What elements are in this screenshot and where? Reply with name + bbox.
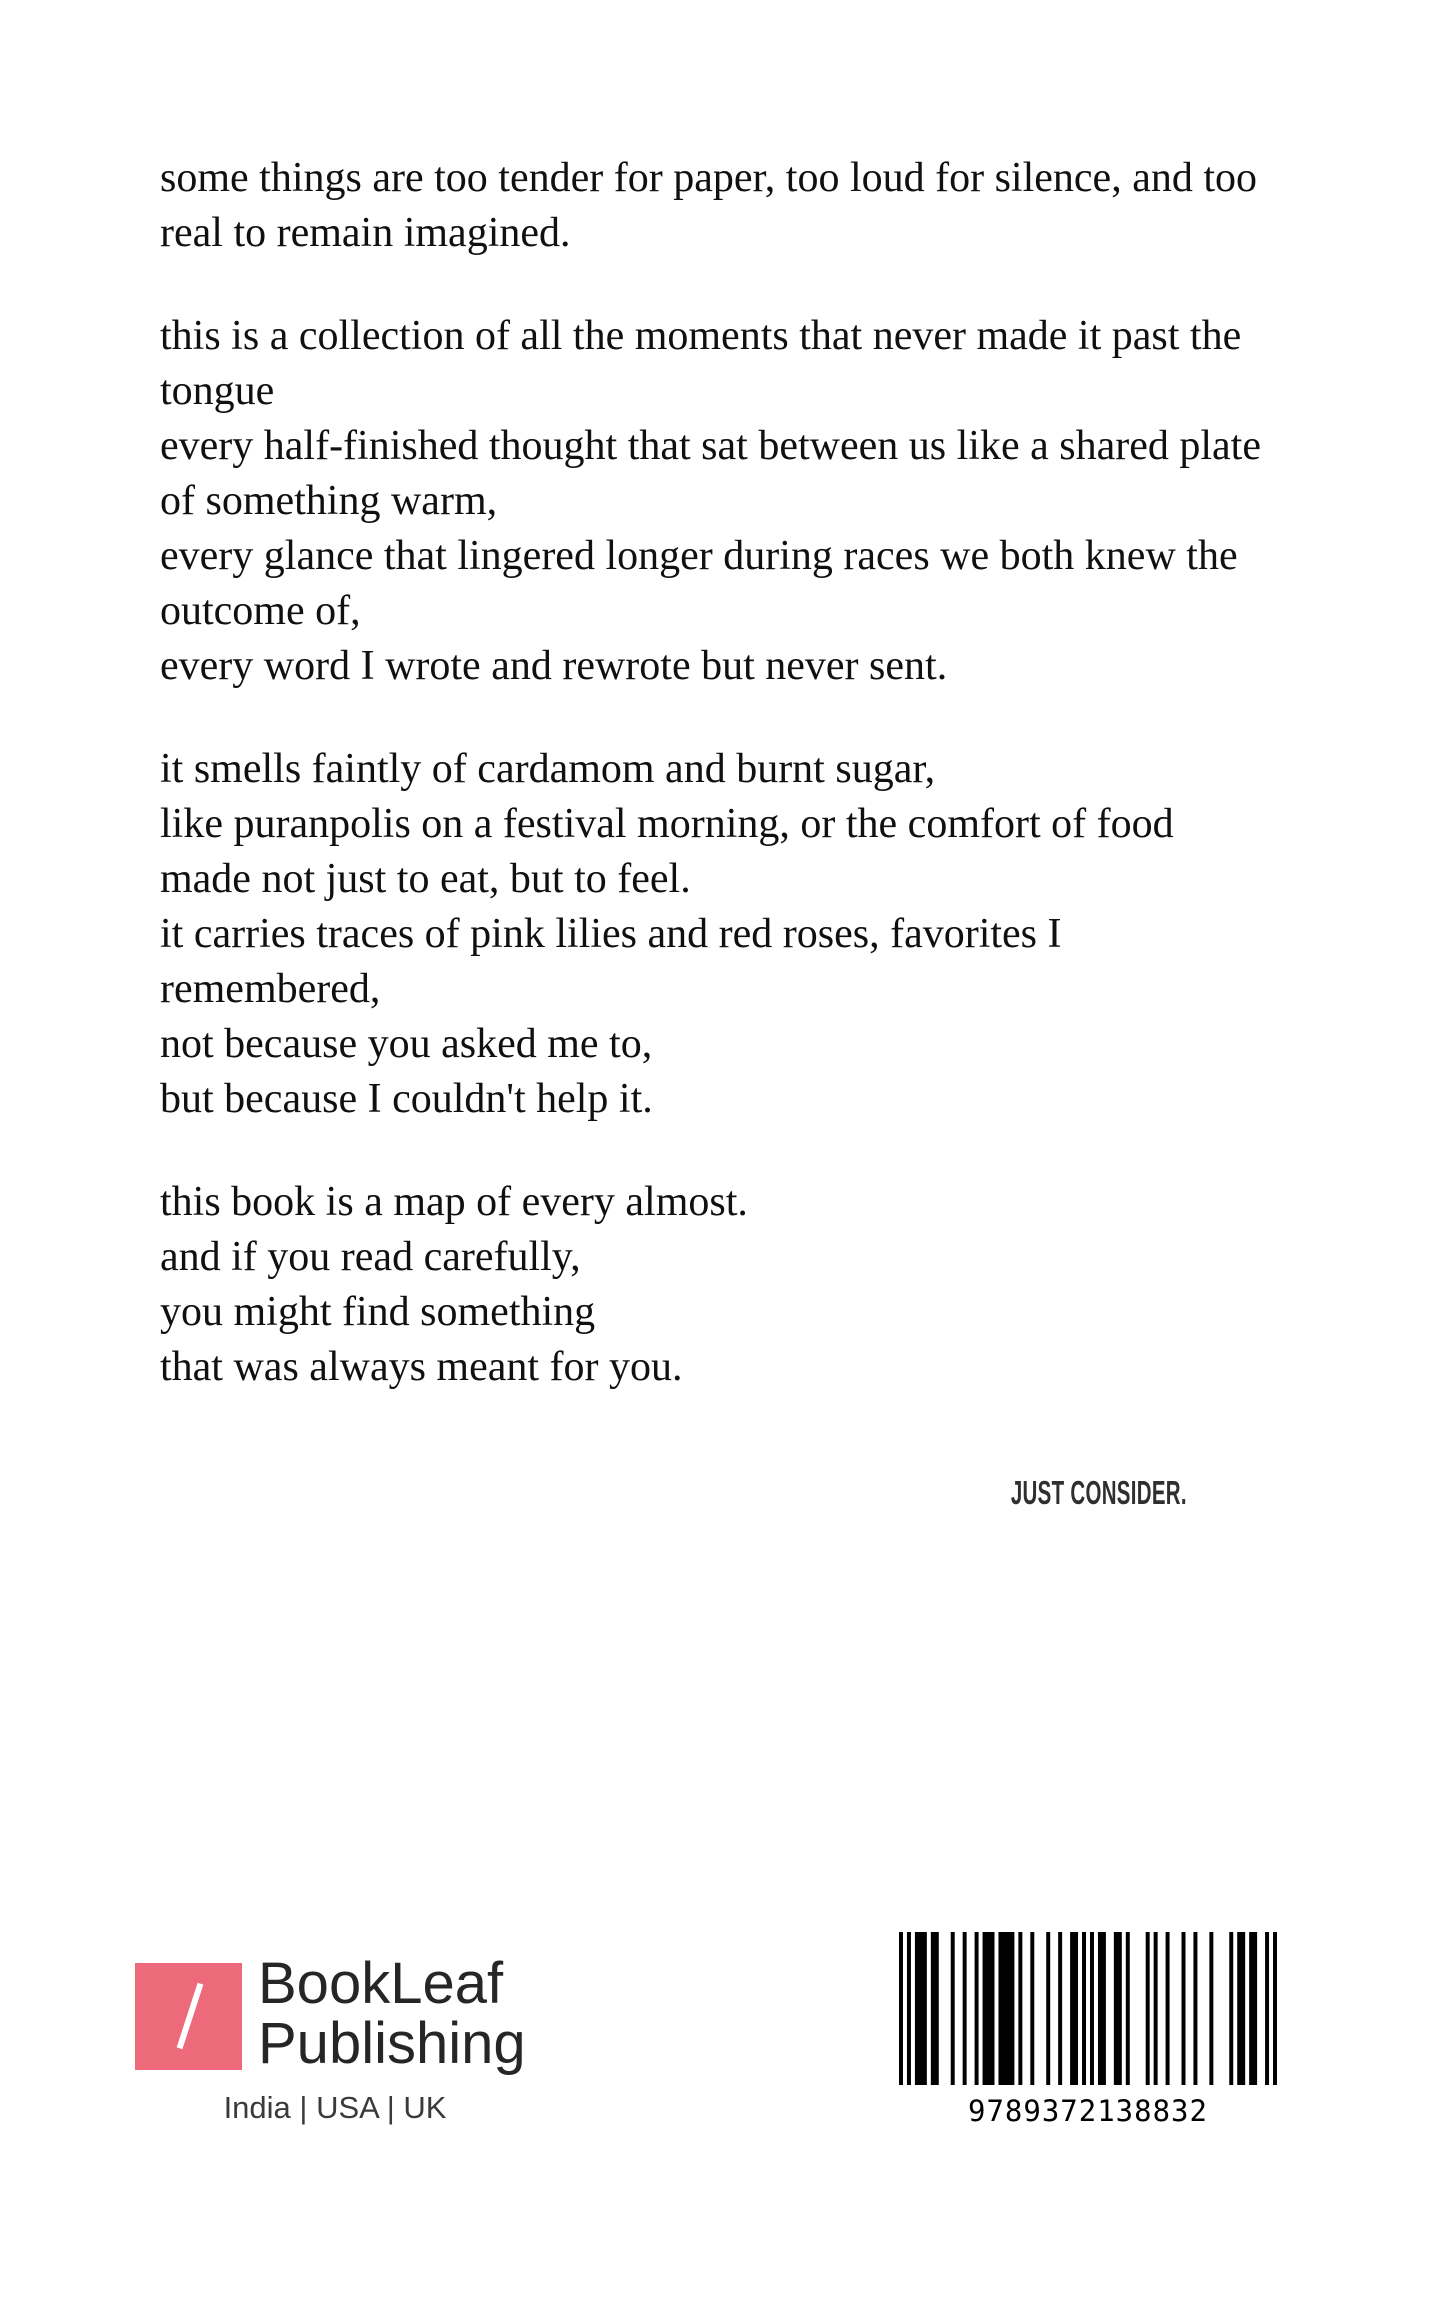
poem-paragraph [160,1175,1320,1395]
poem-line: outcome of, [160,588,361,634]
poem-line: some things are too tender for paper, too loud for silence, and too [160,155,1258,201]
publisher-name [258,1951,526,2076]
poem-paragraph [160,151,1320,261]
poem-line: not because you asked me to, [160,1021,653,1067]
poem-line: every glance that lingered longer during races we both knew the [160,533,1238,579]
brand-mark: JUST CONSIDER. [1010,1474,1187,1511]
poem-line: but because I couldn't help it. [160,1076,653,1122]
poem-line: and if you read carefully, [160,1234,581,1280]
poem-line: remembered, [160,966,381,1012]
publisher-name-line2: Publishing [258,2011,526,2076]
publisher-regions: India | USA | UK [223,2090,447,2125]
poem-paragraph [160,742,1320,1127]
poem-line: made not just to eat, but to feel. [160,856,691,902]
barcode [899,1932,1277,2128]
poem-line: this book is a map of every almost. [160,1179,748,1225]
barcode-svg [899,1932,1277,2085]
poem-line: every word I wrote and rewrote but never sent. [160,643,948,689]
poem-line: like puranpolis on a festival morning, or the comfort of food [160,801,1174,847]
poem-line: it smells faintly of cardamom and burnt sugar, [160,746,936,792]
poem-line: it carries traces of pink lilies and red roses, favorites I [160,911,1062,957]
poem-line: this is a collection of all the moments that never made it past the [160,313,1242,359]
poem-line: every half-finished thought that sat between us like a shared plate [160,423,1261,469]
publisher-logo-icon [135,1963,242,2070]
poem-paragraph [160,309,1320,694]
publisher-name-line1: BookLeaf [258,1951,504,2016]
poem-line: tongue [160,368,275,414]
poem-line: of something warm, [160,478,498,524]
isbn-number: 9789372138832 [968,2094,1208,2128]
back-cover-text [160,151,1320,1395]
poem-line: that was always meant for you. [160,1344,683,1390]
poem-line: you might find something [160,1289,596,1335]
slash-icon [177,1983,204,2050]
poem-line: real to remain imagined. [160,210,571,256]
